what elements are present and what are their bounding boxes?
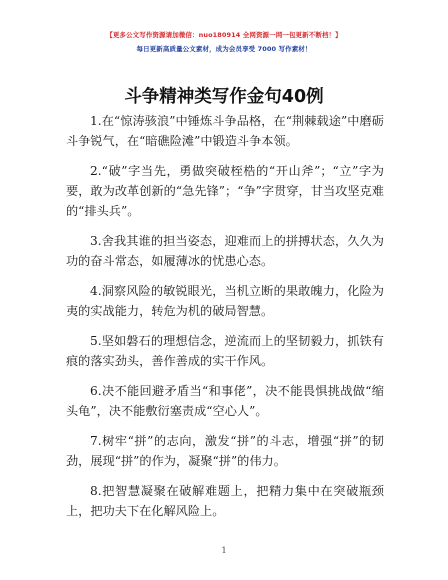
- list-item-3: 3.舍我其谁的担当姿态，迎难而上的拼搏状态，久久为功的奋斗常态，如履薄冰的忧患心态。: [66, 234, 384, 268]
- list-item-5: 5.坚如磐石的理想信念，逆流而上的坚韧毅力，抓铁有痕的落实劲头，善作善成的实干作风。: [66, 334, 384, 368]
- list-item-8: 8.把智慧凝聚在破解难题上，把精力集中在突破瓶颈上，把功夫下在化解风险上。: [66, 484, 384, 518]
- promo-banner-line-1: 【更多公文写作资源请加微信：nuo180914 全网资源一网一包更新不断档！】: [106, 31, 342, 39]
- item-list: [66, 111, 384, 531]
- promo-banner-line-2: 每日更新高质量公文素材，成为会员享受 7000 写作素材！: [136, 45, 312, 53]
- list-item-6: 6.决不能回避矛盾当“和事佬”，决不能畏惧挑战做“缩头龟”，决不能敷衍塞责成“空心人”。: [66, 384, 384, 418]
- document-title: 斗争精神类写作金句40例: [124, 87, 324, 107]
- list-item-4: 4.洞察风险的敏锐眼光，当机立断的果敢魄力，化险为夷的实战能力，转危为机的破局智慧。: [66, 284, 384, 318]
- list-item-7: 7.树牢“拼”的志向，激发“拼”的斗志，增强“拼”的韧劲，展现“拼”的作为，凝聚“拼”的伟力。: [66, 434, 384, 468]
- list-item-1: 1.在“惊涛骇浪”中锤炼斗争品格，在“荆棘载途”中磨砺斗争锐气，在“暗礁险滩”中锻造斗争本领。: [66, 114, 384, 148]
- list-item-2: 2.“破”字当先，勇做突破桎梏的“开山斧”；“立”字为要，敢为改革创新的“急先锋”；“争”字贯穿，甘当攻坚克难的“排头兵”。: [66, 164, 384, 218]
- page-number: 1: [221, 546, 227, 555]
